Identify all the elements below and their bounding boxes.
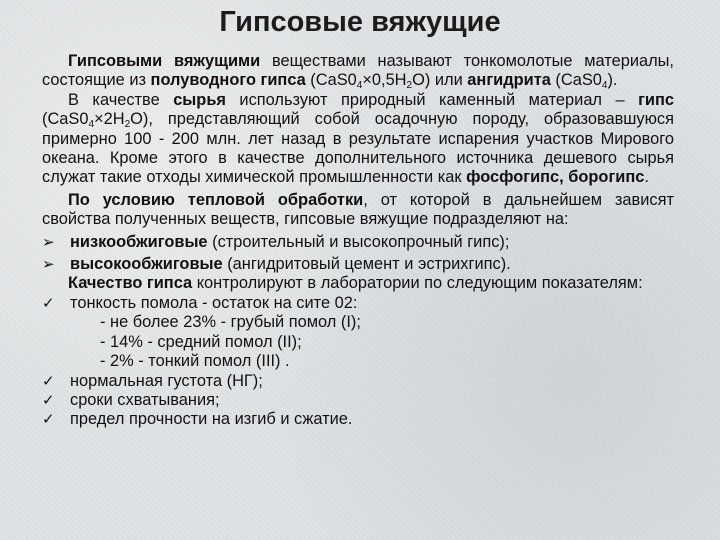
checkmark-icon: ✓ <box>42 411 55 429</box>
term-heat-treatment: По условию тепловой обработки <box>68 190 364 209</box>
term-gypsum: гипс <box>638 90 674 109</box>
list-subitem: - не более 23% - грубый помол (I); <box>100 313 361 332</box>
list-item: ✓ тонкость помола - остаток на сите 02: <box>42 293 358 312</box>
list-item: ➢ низкообжиговые (строительный и высокопрочный гипс); <box>42 232 510 251</box>
list-item: ➢ высокообжиговые (ангидритовый цемент и эстрихгипс). <box>42 255 511 274</box>
list-item: ✓ нормальная густота (НГ); <box>42 371 263 390</box>
list-item: ✓ сроки схватывания; <box>42 390 220 409</box>
paragraph-definition: Гипсовыми вяжущими веществами называют тонкомолотые материалы, состоящие из полуводного гипса $(CaS0_4\times 0,5H_2O)$ или ангидрита $(CaS0_4)$. <box>42 52 674 92</box>
checkmark-icon: ✓ <box>42 372 55 390</box>
document-body <box>42 52 674 430</box>
term-raw-material: сырья <box>173 90 226 109</box>
term-hemihydrate: полуводного гипса <box>150 71 306 90</box>
list-subitem: - 14% - средний помол (II); <box>100 332 302 351</box>
checkmark-icon: ✓ <box>42 294 55 312</box>
term-anhydrite: ангидрита <box>467 71 551 90</box>
arrow-bullet-icon: ➢ <box>42 233 55 251</box>
term-quality: Качество гипса <box>68 274 193 293</box>
arrow-bullet-icon: ➢ <box>42 256 55 274</box>
list-item: ✓ предел прочности на изгиб и сжатие. <box>42 410 353 429</box>
term-phosphogypsum: фосфогипс, борогипс <box>466 168 645 187</box>
paragraph-classification: По условию тепловой обработки, от которой в дальнейшем зависят свойства полученных веществ, гипсовые вяжущие подразделяют на: <box>42 190 674 229</box>
list-subitem: - 2% - тонкий помол (III) . <box>100 352 290 371</box>
paragraph-quality: Качество гипса контролируют в лаборатории по следующим показателям: <box>68 274 643 293</box>
page-title: Гипсовые вяжущие <box>219 6 501 38</box>
checkmark-icon: ✓ <box>42 391 55 409</box>
paragraph-raw-material: В качестве сырья используют природный каменный материал – гипс $(CaS0_4\times 2H_2O)$, представляющий собой осадочную породу, образовавшуюся примерно 100 - 200 млн. лет назад в результате испарения участков Мирового океана. Кроме этого в качестве дополнительного источника дешевого сырья служат такие отходы химической промышленности как фосфогипс, борогипс. <box>42 90 674 187</box>
term-gypsum-binders: Гипсовыми вяжущими <box>68 52 261 70</box>
